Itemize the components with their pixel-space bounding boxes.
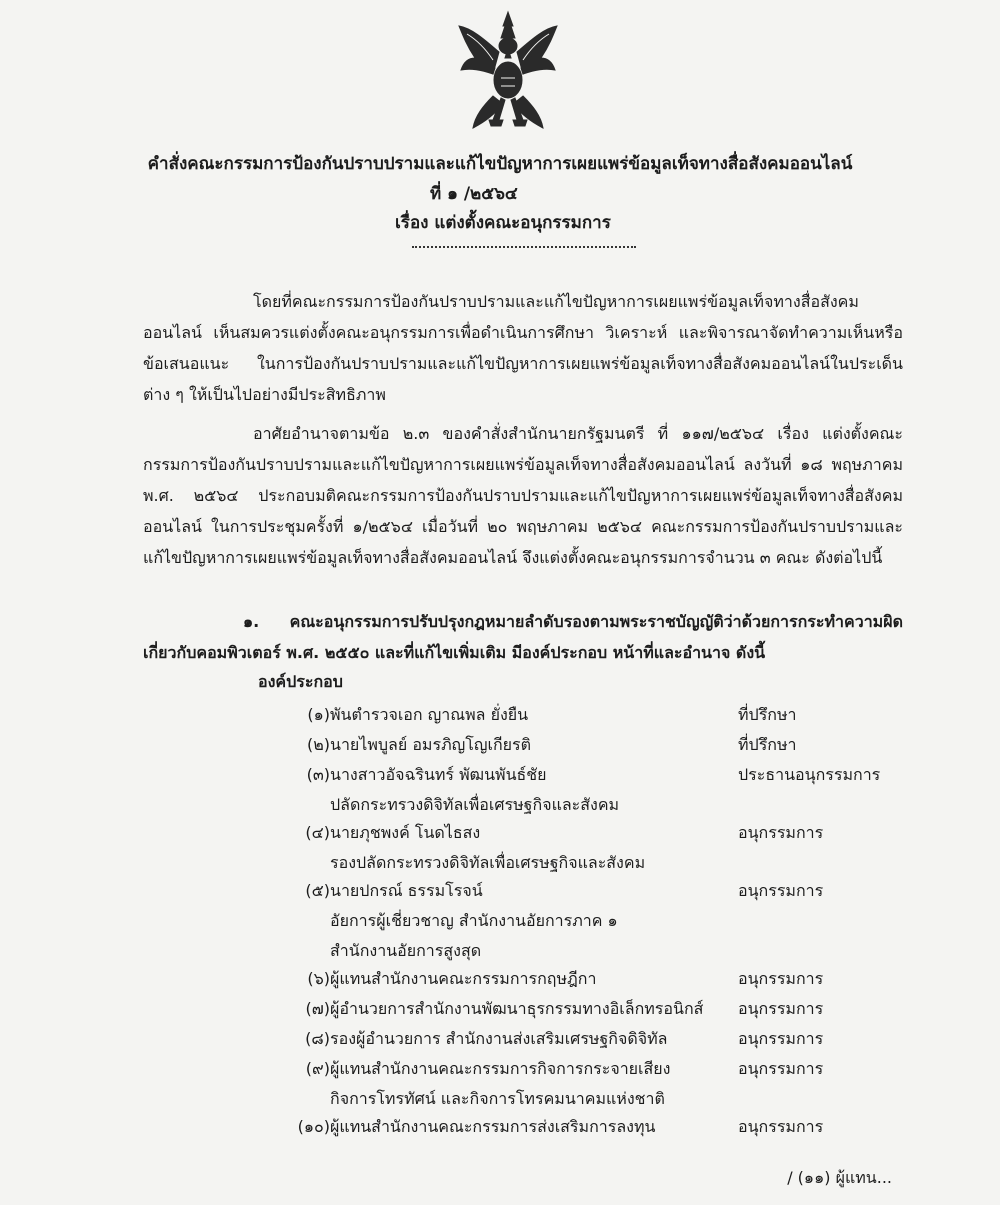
member-number: (๒) <box>306 735 330 754</box>
member-name <box>330 730 730 760</box>
member-name <box>330 818 730 878</box>
member-line: นายไพบูลย์ อมรภิญโญเกียรติ <box>330 735 531 754</box>
member-name <box>330 1024 730 1054</box>
member-line: กิจการโทรทัศน์ และกิจการโทรคมนาคมแห่งชาติ <box>330 1089 665 1108</box>
composition-label: องค์ประกอบ <box>258 672 343 691</box>
member-role: อนุกรรมการ <box>738 969 824 988</box>
member-number: (๘) <box>305 1029 330 1048</box>
member-role: อนุกรรมการ <box>738 1059 824 1078</box>
member-role: ประธานอนุกรรมการ <box>738 765 881 784</box>
paragraph-preamble: โดยที่คณะกรรมการป้องกันปราบปรามและแก้ไขปัญหาการเผยแพร่ข้อมูลเท็จทางสื่อสังคมออนไลน์ เห็นสมควรแต่งตั้งคณะอนุกรรมการเพื่อดำเนินการศึกษา วิเคราะห์ และพิจารณาจัดทำความเห็นหรือข้อเสนอแนะ ในการป้องกันปราบปรามและแก้ไขปัญหาการเผยแพร่ข้อมูลเท็จทางสื่อสังคมออนไลน์ในประเด็นต่าง ๆ ให้เป็นไปอย่างมีประสิทธิภาพ <box>143 292 903 404</box>
member-line: พันตำรวจเอก ญาณพล ยั่งยืน <box>330 705 529 724</box>
member-name <box>330 1112 730 1142</box>
order-subject: เรื่อง แต่งตั้งคณะอนุกรรมการ <box>395 213 611 233</box>
member-line: รองผู้อำนวยการ สำนักงานส่งเสริมเศรษฐกิจดิจิทัล <box>330 1029 668 1048</box>
member-line: อัยการผู้เชี่ยวชาญ สำนักงานอัยการภาค ๑ <box>330 911 618 930</box>
member-line: ผู้อำนวยการสำนักงานพัฒนาธุรกรรมทางอิเล็กทรอนิกส์ <box>330 999 704 1018</box>
member-name <box>330 964 730 994</box>
member-name <box>330 1054 730 1114</box>
member-name <box>330 876 730 966</box>
member-line: นางสาวอัจฉรินทร์ พัฒนพันธ์ชัย <box>330 765 547 784</box>
member-line: ผู้แทนสำนักงานคณะกรรมการกิจการกระจายเสียง <box>330 1059 671 1078</box>
member-number: (๗) <box>305 999 330 1018</box>
member-number: (๙) <box>305 1059 330 1078</box>
garuda-emblem-icon <box>453 8 563 138</box>
member-role: ที่ปรึกษา <box>738 735 797 754</box>
member-role: อนุกรรมการ <box>738 1117 824 1136</box>
member-line: นายภุชพงค์ โนดไธสง <box>330 823 481 842</box>
member-name <box>330 760 730 820</box>
member-role: อนุกรรมการ <box>738 999 824 1018</box>
member-role: อนุกรรมการ <box>738 881 824 900</box>
paragraph-subcommittee-1: ๑. คณะอนุกรรมการปรับปรุงกฎหมายลำดับรองตามพระราชบัญญัติว่าด้วยการกระทำความผิดเกี่ยวกับคอมพิวเตอร์ พ.ศ. ๒๕๕๐ และที่แก้ไขเพิ่มเติม มีองค์ประกอบ หน้าที่และอำนาจ ดังนี้ <box>143 612 903 662</box>
dotted-separator <box>412 246 636 248</box>
continuation-note: / (๑๑) ผู้แทน... <box>787 1168 892 1187</box>
member-number: (๕) <box>305 881 330 900</box>
member-number: (๖) <box>307 969 330 988</box>
member-role: อนุกรรมการ <box>738 1029 824 1048</box>
member-line: ผู้แทนสำนักงานคณะกรรมการส่งเสริมการลงทุน <box>330 1117 656 1136</box>
order-title: คำสั่งคณะกรรมการป้องกันปราบปรามและแก้ไขปัญหาการเผยแพร่ข้อมูลเท็จทางสื่อสังคมออนไลน์ <box>147 154 853 174</box>
member-number: (๑๐) <box>297 1117 330 1136</box>
order-number: ที่ ๑ /๒๕๖๔ <box>430 184 518 204</box>
member-name <box>330 994 730 1024</box>
member-line: ปลัดกระทรวงดิจิทัลเพื่อเศรษฐกิจและสังคม <box>330 795 620 814</box>
member-number: (๑) <box>307 705 330 724</box>
member-line: รองปลัดกระทรวงดิจิทัลเพื่อเศรษฐกิจและสังคม <box>330 853 646 872</box>
member-number: (๔) <box>305 823 330 842</box>
member-role: อนุกรรมการ <box>738 823 824 842</box>
member-role: ที่ปรึกษา <box>738 705 797 724</box>
member-name <box>330 700 730 730</box>
member-number: (๓) <box>306 765 330 784</box>
member-line: ผู้แทนสำนักงานคณะกรรมการกฤษฎีกา <box>330 969 597 988</box>
member-line: นายปกรณ์ ธรรมโรจน์ <box>330 881 483 900</box>
member-line: สำนักงานอัยการสูงสุด <box>330 941 482 960</box>
paragraph-authority: อาศัยอำนาจตามข้อ ๒.๓ ของคำสั่งสำนักนายกรัฐมนตรี ที่ ๑๑๗/๒๕๖๔ เรื่อง แต่งตั้งคณะกรรมการป้องกันปราบปรามและแก้ไขปัญหาการเผยแพร่ข้อมูลเท็จทางสื่อสังคมออนไลน์ ลงวันที่ ๑๘ พฤษภาคม พ.ศ. ๒๕๖๔ ประกอบมติคณะกรรมการป้องกันปราบปรามและแก้ไขปัญหาการเผยแพร่ข้อมูลเท็จทางสื่อสังคมออนไลน์ ในการประชุมครั้งที่ ๑/๒๕๖๔ เมื่อวันที่ ๒๐ พฤษภาคม ๒๕๖๔ คณะกรรมการป้องกันปราบปรามและแก้ไขปัญหาการเผยแพร่ข้อมูลเท็จทางสื่อสังคมออนไลน์ จึงแต่งตั้งคณะอนุกรรมการจำนวน ๓ คณะ ดังต่อไปนี้ <box>143 424 903 567</box>
